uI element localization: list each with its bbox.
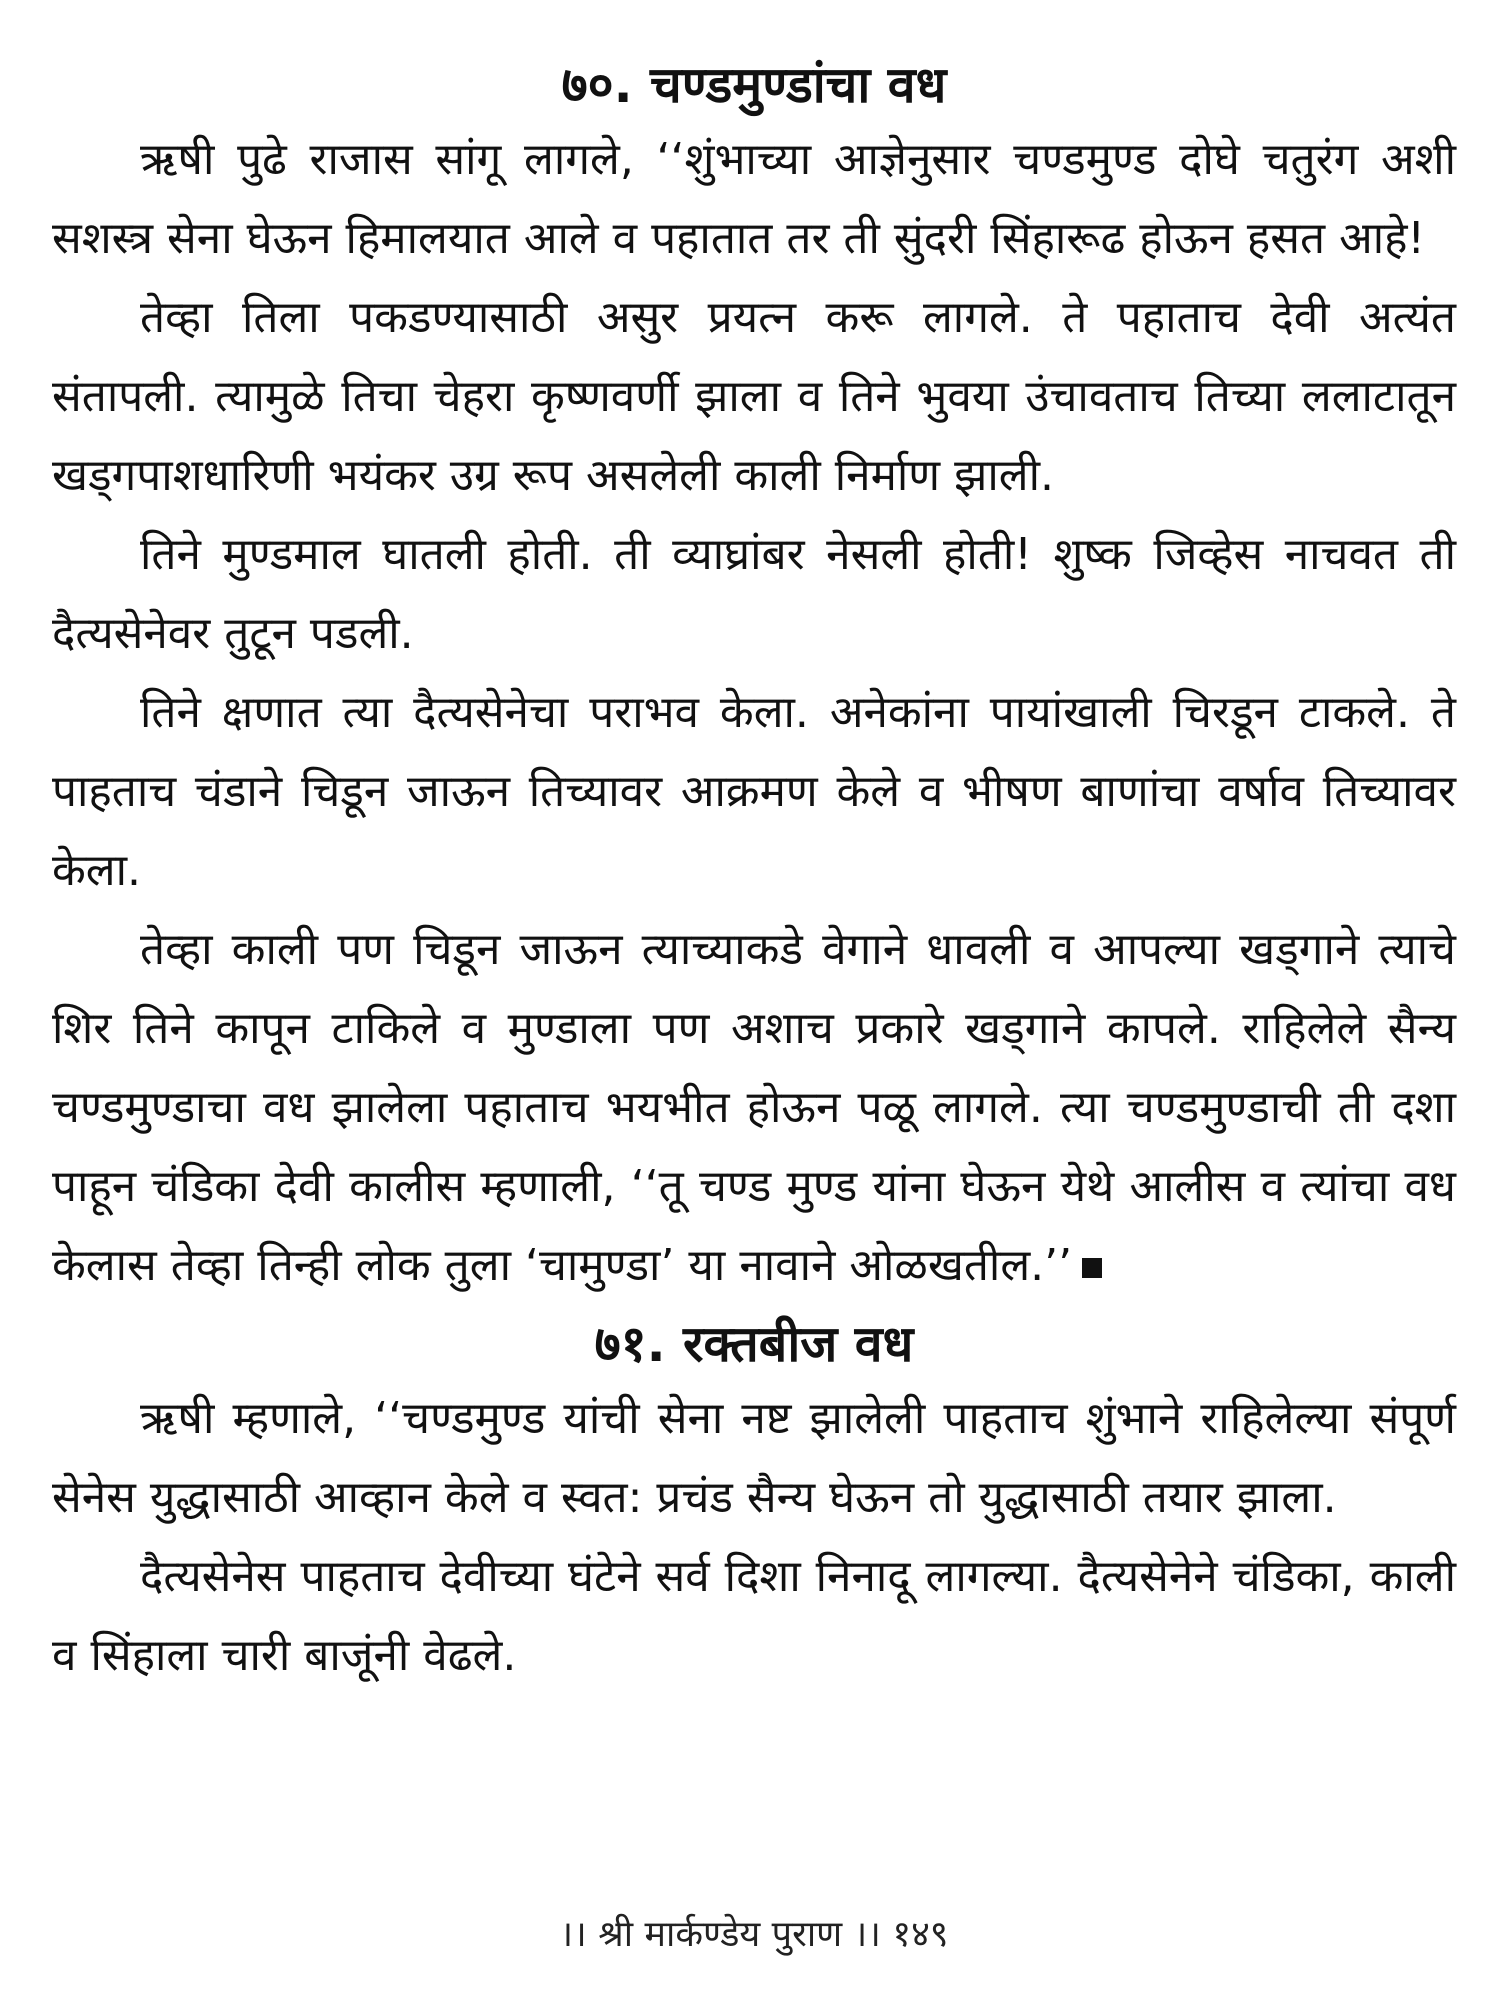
paragraph: ऋषी पुढे राजास सांगू लागले, ‘‘शुंभाच्या आज्ञेनुसार चण्डमुण्ड दोघे चतुरंग अशी सशस्त्र सेना घेऊन हिमालयात आले व पहातात तर ती सुंदरी सिंहारूढ होऊन हसत आहे! [52,134,1456,264]
end-of-section-square-icon [1082,1258,1102,1278]
page-footer: ।। श्री मार्कण्डेय पुराण ।। १४९ [559,1914,949,1955]
book-page [52,50,1456,1980]
chapter-70 [52,50,1456,1305]
paragraph: तिने क्षणात त्या दैत्यसेनेचा पराभव केला. अनेकांना पायांखाली चिरडून टाकले. ते पाहताच चंडाने चिडून जाऊन तिच्यावर आक्रमण केले व भीषण बाणांचा वर्षाव तिच्यावर केला. [52,687,1456,896]
paragraph-text: तेव्हा काली पण चिडून जाऊन त्याच्याकडे वेगाने धावली व आपल्या खड्गाने त्याचे शिर तिने कापून टाकिले व मुण्डाला पण अशाच प्रकारे खड्गाने कापले. राहिलेले सैन्य चण्डमुण्डाचा वध झालेला पहाताच भयभीत होऊन पळू लागले. त्या चण्डमुण्डाची ती दशा पाहून चंडिका देवी कालीस म्हणाली, ‘‘तू चण्ड मुण्ड यांना घेऊन येथे आलीस व त्यांचा वध केलास तेव्हा तिन्ही लोक तुला ‘चामुण्डा’ या नावाने ओळखतील.’’ [52,924,1456,1291]
paragraph: दैत्यसेनेस पाहताच देवीच्या घंटेने सर्व दिशा निनादू लागल्या. दैत्यसेनेने चंडिका, काली व सिंहाला चारी बाजूंनी वेढले. [52,1551,1456,1681]
paragraph-with-end-mark [52,910,1456,1305]
paragraph: तिने मुण्डमाल घातली होती. ती व्याघ्रांबर नेसली होती! शुष्क जिव्हेस नाचवत ती दैत्यसेनेवर तुटून पडली. [52,529,1456,659]
paragraph: तेव्हा तिला पकडण्यासाठी असुर प्रयत्न करू लागले. ते पहाताच देवी अत्यंत संतापली. त्यामुळे तिचा चेहरा कृष्णवर्णी झाला व तिने भुवया उंचावताच तिच्या ललाटातून खड्गपाशधारिणी भयंकर उग्र रूप असलेली काली निर्माण झाली. [52,292,1456,501]
chapter-heading: ७१. रक्तबीज वध [594,1315,914,1373]
chapter-71 [52,1309,1456,1695]
paragraph: ऋषी म्हणाले, ‘‘चण्डमुण्ड यांची सेना नष्ट झालेली पाहताच शुंभाने राहिलेल्या संपूर्ण सेनेस युद्धासाठी आव्हान केले व स्वत: प्रचंड सैन्य घेऊन तो युद्धासाठी तयार झाला. [52,1393,1456,1523]
chapter-heading: ७०. चण्डमुण्डांचा वध [561,56,947,114]
